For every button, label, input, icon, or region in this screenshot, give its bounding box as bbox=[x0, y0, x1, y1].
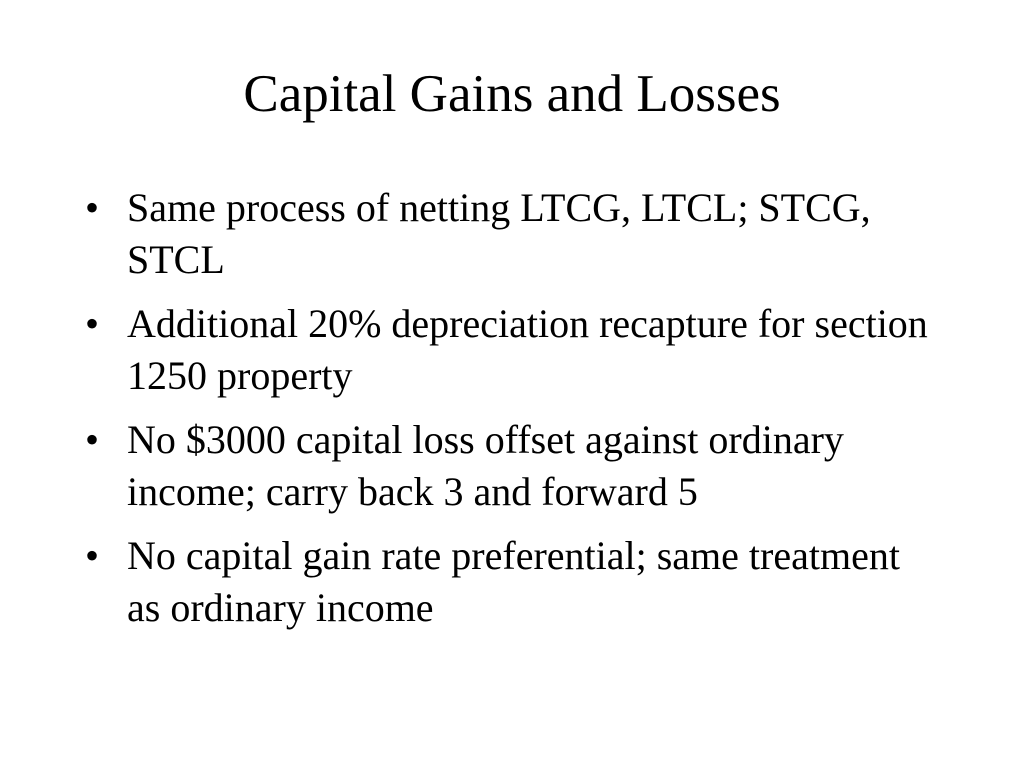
slide-title: Capital Gains and Losses bbox=[243, 65, 781, 123]
bullet-icon: • bbox=[85, 185, 100, 230]
bullet-icon: • bbox=[85, 417, 100, 462]
bullet-text: No capital gain rate preferential; same treatment as ordinary income bbox=[127, 533, 900, 630]
bullet-item bbox=[85, 182, 935, 286]
bullet-text: Same process of netting LTCG, LTCL; STCG, STCL bbox=[127, 185, 871, 282]
bullet-icon: • bbox=[85, 301, 100, 346]
bullet-list bbox=[85, 182, 935, 646]
bullet-item bbox=[85, 414, 935, 518]
bullet-text: No $3000 capital loss offset against ordinary income; carry back 3 and forward 5 bbox=[127, 417, 844, 514]
bullet-item bbox=[85, 298, 935, 402]
bullet-text: Additional 20% depreciation recapture for section 1250 property bbox=[127, 301, 928, 398]
bullet-item bbox=[85, 530, 935, 634]
bullet-icon: • bbox=[85, 533, 100, 578]
